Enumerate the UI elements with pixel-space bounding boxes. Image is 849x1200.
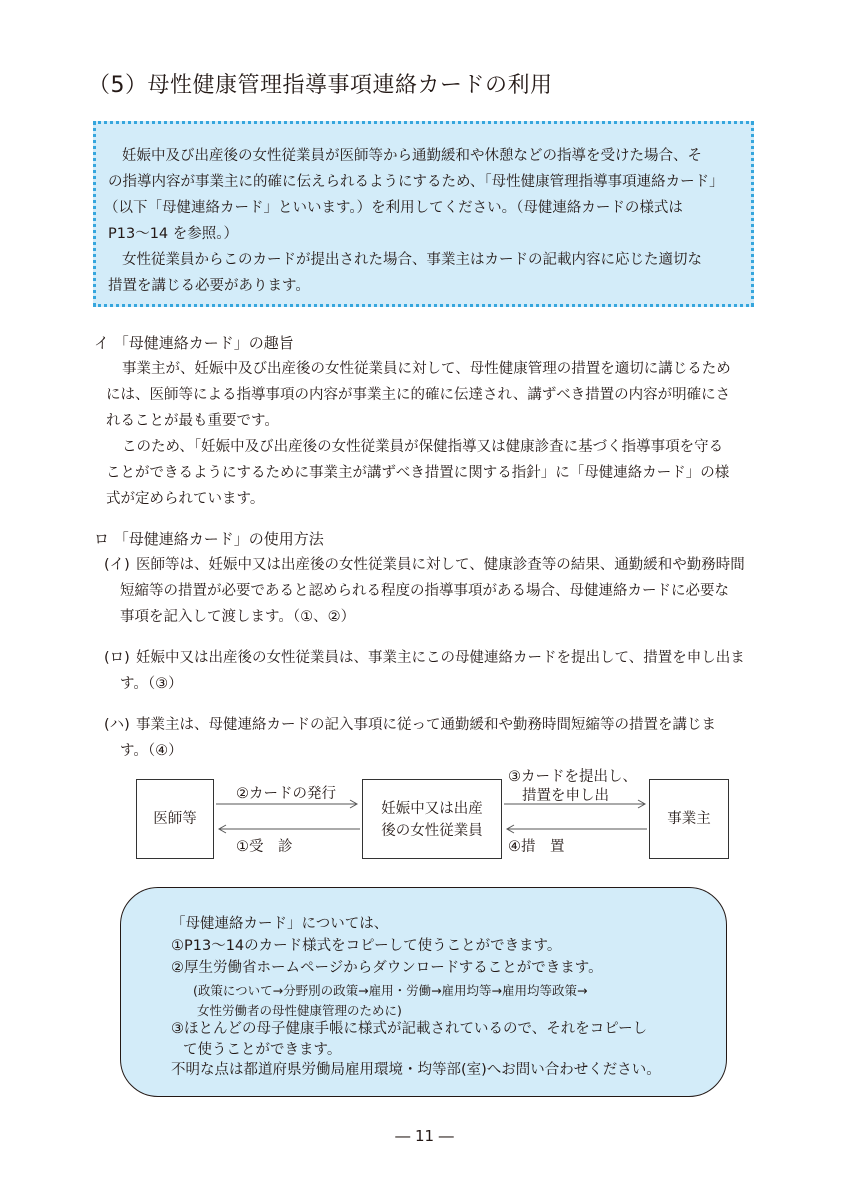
section-i-line: ことができるようにするために事業主が講ずべき措置に関する指針」に「母健連絡カード」の様 (106, 465, 730, 481)
notice-line: て使うことができます。 (183, 1042, 342, 1058)
intro-line: の指導内容が事業主に的確に伝えられるようにするため、「母性健康管理指導事項連絡カード」 (108, 174, 724, 190)
notice-line: 「母健連絡カード」については、 (171, 916, 389, 932)
item-marker: (ハ) (104, 717, 130, 733)
employee-label: 後の女性従業員 (381, 823, 483, 839)
intro-line: 女性従業員からこのカードが提出された場合、事業主はカードの記載内容に応じた適切な (122, 252, 702, 268)
intro-line: P13～14 を参照。） (108, 226, 239, 242)
section-i-line: 式が定められています。 (106, 491, 265, 507)
notice-line: ①P13～14のカード様式をコピーして使うことができます。 (171, 938, 562, 954)
notice-line: ②厚生労働省ホームページからダウンロードすることができます。 (171, 960, 603, 976)
item-line: 医師等は、妊娠中又は出産後の女性従業員に対して、健康診査等の結果、通勤緩和や勤務時間 (136, 557, 745, 573)
section-i-heading: イ 「母健連絡カード」の趣旨 (94, 334, 294, 352)
doctor-label: 医師等 (153, 811, 197, 827)
label-exam: ①受 診 (236, 839, 293, 855)
section-i-line: れることが最も重要です。 (106, 413, 279, 429)
item-line: 事業主は、母健連絡カードの記入事項に従って通勤緩和や勤務時間短縮等の措置を講じま (136, 717, 716, 733)
item-marker: (イ) (104, 557, 130, 573)
page-title: （5）母性健康管理指導事項連絡カードの利用 (88, 73, 553, 98)
label-submit: ③カードを提出し、 (508, 769, 637, 785)
section-ro-heading: ロ 「母健連絡カード」の使用方法 (94, 530, 324, 548)
section-i-line: このため、「妊娠中及び出産後の女性従業員が保健指導又は健康診査に基づく指導事項を守る (122, 439, 724, 455)
employer-label: 事業主 (667, 811, 711, 827)
item-line: 短縮等の措置が必要であると認められる程度の指導事項がある場合、母健連絡カードに必要な (120, 583, 729, 599)
label-submit: 措置を申し出 (522, 788, 609, 804)
item-line: す。（③） (120, 676, 183, 692)
item-marker: (ロ) (104, 650, 130, 666)
label-measure: ④措 置 (508, 839, 565, 855)
notice-small-line: (政策について→分野別の政策→雇用・労働→雇用均等→雇用均等政策→ (193, 983, 588, 998)
intro-line: 妊娠中及び出産後の女性従業員が医師等から通勤緩和や休憩などの指導を受けた場合、そ (122, 148, 702, 164)
item-line: す。（④） (120, 743, 183, 759)
intro-line: （以下「母健連絡カード」といいます。）を利用してください。（母健連絡カードの様式は (104, 200, 683, 216)
section-i-line: 事業主が、妊娠中及び出産後の女性従業員に対して、母性健康管理の措置を適切に講じるため (122, 361, 731, 377)
item-line: 妊娠中又は出産後の女性従業員は、事業主にこの母健連絡カードを提出して、措置を申し出ま (136, 650, 745, 666)
label-issue: ②カードの発行 (236, 786, 336, 802)
notice-small-line: 女性労働者の母性健康管理のために) (197, 1003, 402, 1018)
employee-label: 妊娠中又は出産 (381, 801, 483, 817)
notice-line: 不明な点は都道府県労働局雇用環境・均等部(室)へお問い合わせください。 (171, 1062, 661, 1078)
intro-line: 措置を講じる必要があります。 (108, 278, 310, 294)
section-i-line: には、医師等による指導事項の内容が事業主に的確に伝達され、講ずべき措置の内容が明確にさ (106, 387, 731, 403)
page-number: ― 11 ― (395, 1127, 454, 1145)
item-line: 事項を記入して渡します。（①、②） (120, 609, 356, 625)
notice-line: ③ほとんどの母子健康手帳に様式が記載されているので、それをコピーし (171, 1021, 648, 1037)
